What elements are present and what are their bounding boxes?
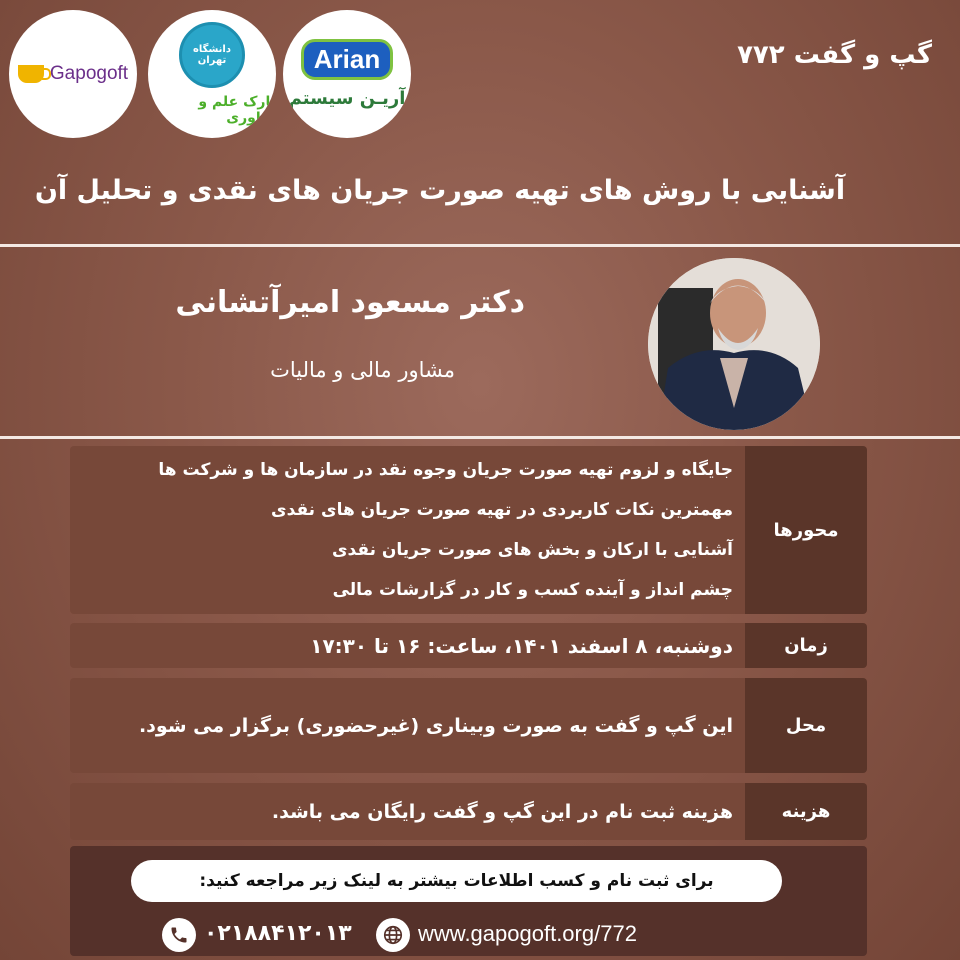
time-row [70,623,867,668]
arian-logo-badge: Arian [301,39,393,80]
university-seal-text: دانشگاه تهران [193,44,231,66]
website-link[interactable]: www.gapogoft.org/772 [418,921,637,946]
topics-label: محورها [745,446,867,614]
arian-logo-persian: آریـن سیستم [288,88,406,109]
phone-number[interactable]: ۰۲۱۸۸۴۱۲۰۱۳ [204,921,352,946]
fee-row [70,783,867,840]
topics-row [70,446,867,614]
place-row [70,678,867,773]
topic-item: چشم انداز و آینده کسب و کار در گزارشات مالی [332,580,733,600]
science-park-text: پارک علم و فناوری [198,94,276,126]
divider [0,244,960,247]
series-title: گپ و گفت ۷۷۲ [737,40,932,70]
topics-list [70,446,745,614]
gapogoft-logo [9,10,137,138]
divider [0,436,960,439]
gapogoft-logo-text: Gapogoft [49,63,129,84]
speaker-name: دکتر مسعود امیرآتشانی [175,285,525,320]
globe-icon [376,918,410,952]
fee-label: هزینه [745,783,867,840]
arian-system-logo [283,10,411,138]
speaker-role: مشاور مالی و مالیات [270,358,455,382]
registration-footer [70,846,867,956]
phone-icon [162,918,196,952]
speaker-photo [648,258,820,430]
university-seal-icon [179,22,245,88]
topic-item: مهمترین نکات کاربردی در تهیه صورت جریان های نقدی [271,500,733,520]
time-label: زمان [745,623,867,668]
tehran-university-logo [148,10,276,138]
fee-value: هزینه ثبت نام در این گپ و گفت رایگان می باشد. [70,783,745,840]
place-label: محل [745,678,867,773]
topic-item: جایگاه و لزوم تهیه صورت جریان وجوه نقد در سازمان ها و شرکت ها [158,460,733,480]
registration-cta: برای ثبت نام و کسب اطلاعات بیشتر به لینک زیر مراجعه کنید: [131,860,782,902]
page-title: آشنایی با روش های تهیه صورت جریان های نقدی و تحلیل آن [34,175,846,206]
time-value: دوشنبه، ۸ اسفند ۱۴۰۱، ساعت: ۱۶ تا ۱۷:۳۰ [70,623,745,668]
place-value: این گپ و گفت به صورت وبیناری (غیرحضوری) برگزار می شود. [70,678,745,773]
coffee-cup-icon [18,65,44,83]
topic-item: آشنایی با ارکان و بخش های صورت جریان نقدی [331,540,733,560]
